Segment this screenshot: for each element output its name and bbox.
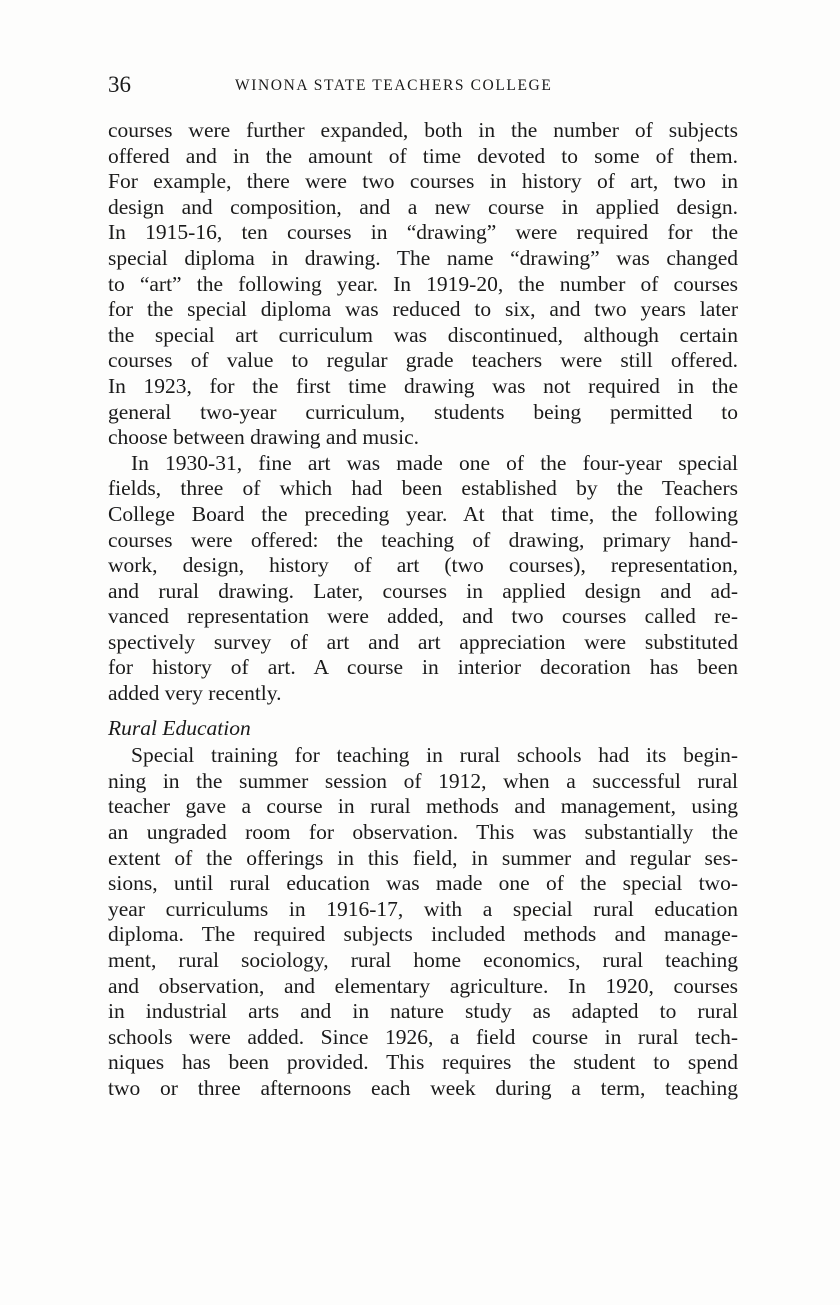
text-line: ning in the summer session of 1912, when a successful rural — [108, 768, 738, 793]
text-line: College Board the preceding year. At that time, the following — [108, 501, 738, 526]
text-line: schools were added. Since 1926, a field course in rural tech- — [108, 1024, 738, 1049]
paragraph-rural-education — [108, 743, 738, 1101]
text-line: courses were further expanded, both in the number of subjects — [108, 118, 738, 142]
text-line: For example, there were two courses in history of art, two in — [108, 169, 738, 194]
text-line: teacher gave a course in rural methods and management, using — [108, 794, 738, 819]
paragraph-art-courses — [108, 118, 738, 451]
text-line: year curriculums in 1916-17, with a special rural education — [108, 896, 738, 921]
text-line: two or three afternoons each week during a term, teaching — [108, 1075, 738, 1100]
text-line: an ungraded room for observation. This was substantially the — [108, 820, 738, 845]
text-line: special diploma in drawing. The name “drawing” was changed — [108, 245, 738, 270]
text-line: the special art curriculum was discontinued, although certain — [108, 322, 738, 347]
text-line: vanced representation were added, and two courses called re- — [108, 604, 738, 629]
text-line: choose between drawing and music. — [108, 425, 420, 450]
text-line: fields, three of which had been established by the Teachers — [108, 476, 738, 501]
text-line: In 1915-16, ten courses in “drawing” were required for the — [108, 220, 738, 245]
text-line: Special training for teaching in rural schools had its begin- — [131, 743, 738, 768]
text-line: to “art” the following year. In 1919-20, the number of courses — [108, 271, 738, 296]
text-line: diploma. The required subjects included methods and manage- — [108, 922, 738, 947]
text-line: for the special diploma was reduced to six, and two years later — [108, 297, 738, 322]
text-line: extent of the offerings in this field, in summer and regular ses- — [108, 845, 738, 870]
text-line: and observation, and elementary agriculture. In 1920, courses — [108, 973, 738, 998]
text-line: for history of art. A course in interior decoration has been — [108, 655, 738, 680]
text-line: sions, until rural education was made one of the special two- — [108, 871, 738, 896]
text-line: In 1930-31, fine art was made one of the four-year special — [131, 450, 738, 475]
text-line: courses of value to regular grade teachers were still offered. — [108, 348, 738, 373]
text-line: in industrial arts and in nature study as adapted to rural — [108, 999, 738, 1024]
running-title: WINONA STATE TEACHERS COLLEGE — [235, 77, 553, 94]
text-line: work, design, history of art (two courses), representation, — [108, 553, 738, 578]
text-line: added very recently. — [108, 681, 282, 706]
text-line: and rural drawing. Later, courses in applied design and ad- — [108, 578, 738, 603]
text-line: courses were offered: the teaching of drawing, primary hand- — [108, 527, 738, 552]
page-number: 36 — [108, 72, 131, 97]
text-line: niques has been provided. This requires the student to spend — [108, 1050, 738, 1075]
section-heading-rural-education: Rural Education — [108, 715, 251, 740]
paragraph-fine-art-fields — [108, 451, 738, 707]
text-line: spectively survey of art and art appreciation were substituted — [108, 629, 738, 654]
body-text — [108, 118, 738, 1102]
running-head — [108, 70, 738, 100]
text-line: ment, rural sociology, rural home economics, rural teaching — [108, 948, 738, 972]
text-line: offered and in the amount of time devoted to some of them. — [108, 143, 738, 168]
text-line: design and composition, and a new course in applied design. — [108, 194, 738, 219]
text-line: In 1923, for the first time drawing was not required in the — [108, 373, 738, 398]
text-line: general two-year curriculum, students being permitted to — [108, 399, 738, 424]
